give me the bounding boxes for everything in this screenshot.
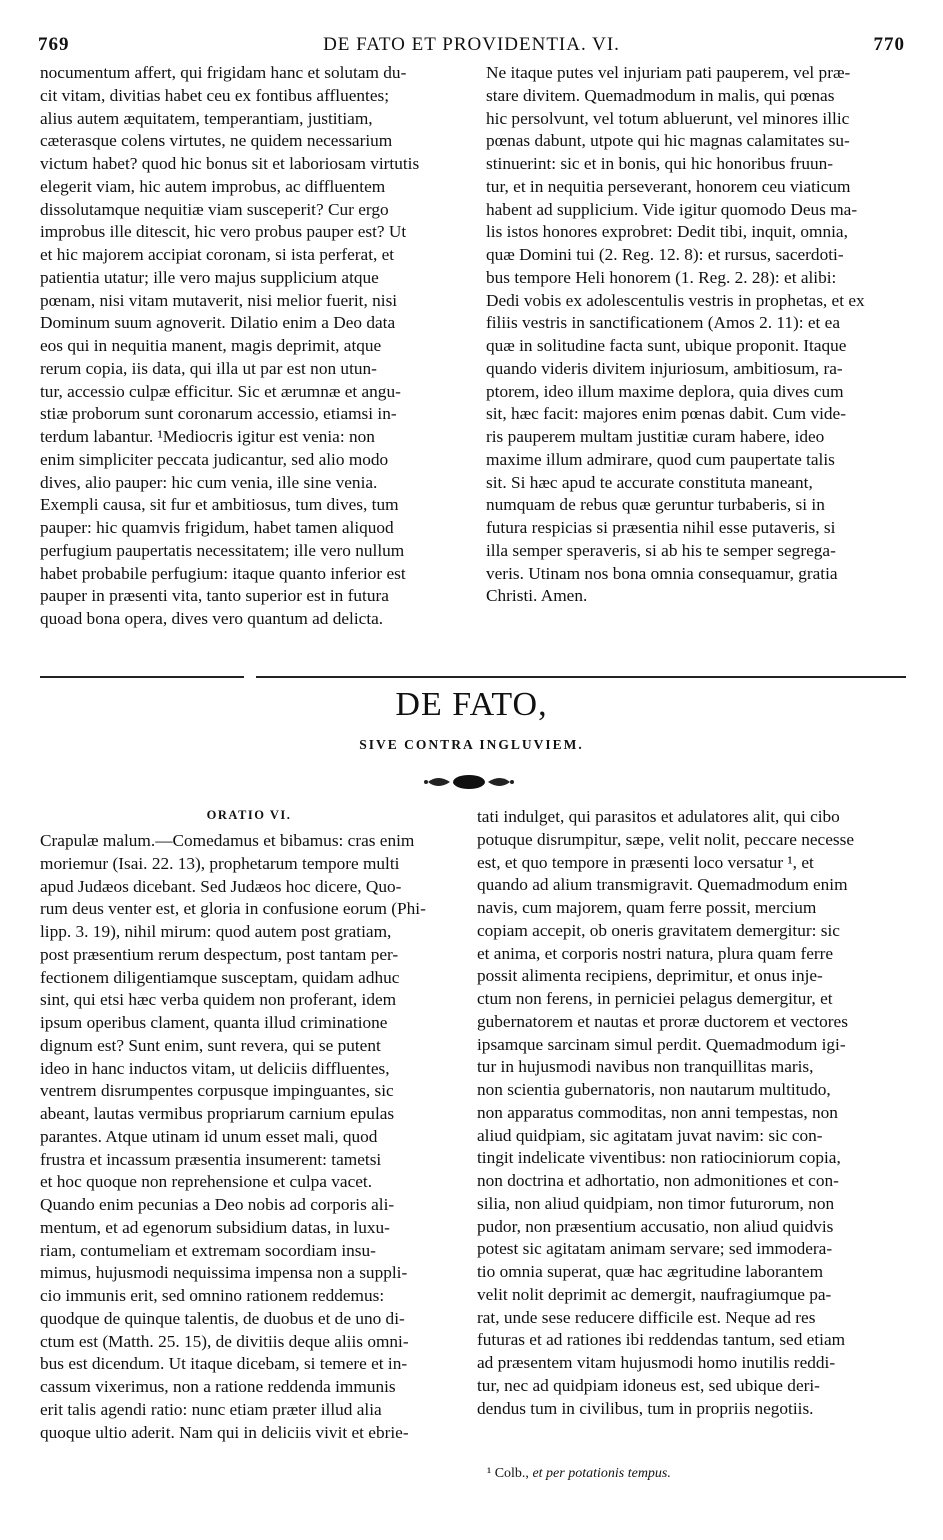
text-line: cio immunis erit, sed omnino rationem reddemus: — [40, 1286, 385, 1305]
text-line: ris pauperem multam justitiæ curam habere, ideo — [486, 427, 825, 446]
text-line: quæ in solitudine facta sunt, ubique proponit. Itaque — [486, 336, 847, 355]
text-line: rerum copia, iis data, qui illa ut par est non utun- — [40, 358, 377, 378]
text-line: quando videris divitem injuriosum, ambitiosum, ra- — [486, 358, 843, 378]
text-line: aliud quidpiam, sic agitatam juvat navim: sic con- — [477, 1125, 823, 1145]
text-line: ad præsentem vitam hujusmodi homo inutilis reddi- — [477, 1353, 836, 1372]
text-line: parantes. Atque utinam id unum esset mali, quod — [40, 1126, 378, 1146]
text-line: Dedi vobis ex adolescentulis vestris in prophetas, et ex — [486, 290, 865, 310]
text-line: pœnam, nisi vitam mutaverit, nisi melior fuerit, nisi — [40, 290, 398, 310]
column-top-left — [40, 62, 458, 631]
text-line: pœnas dabunt, utpote qui hic magnas calamitates su- — [486, 131, 850, 151]
text-line: rat, unde sese reducere difficile est. Neque ad res — [477, 1307, 816, 1327]
text-line: bus est dicendum. Ut itaque dicebam, si temere et in- — [40, 1354, 408, 1374]
text-line: patientia utatur; ille vero majus supplicium atque — [40, 267, 379, 287]
text-line: stiæ proborum sunt coronarum accessio, etiamsi in- — [40, 404, 397, 424]
text-line: tur, nec ad quidpiam idoneus est, sed ubique deri- — [477, 1375, 820, 1395]
text-line: non apparatus commoditas, non anni tempestas, non — [477, 1102, 838, 1122]
text-line: ideo in hanc inductos vitam, ut deliciis diffluentes, — [40, 1058, 390, 1078]
text-line: tingit indelicate viventibus: non ratiociniorum copia, — [477, 1148, 841, 1168]
text-line: quando ad alium transmigravit. Quemadmodum enim — [477, 875, 848, 895]
running-header — [0, 34, 943, 58]
text-line: stare divitem. Quemadmodum in malis, qui pœnas — [486, 85, 835, 105]
text-line: quæ Domini tui (2. Reg. 12. 8): et rursus, sacerdoti- — [486, 245, 844, 264]
footnote-mark: ¹ Colb., — [487, 1466, 529, 1481]
text-line: quoque ultio aderit. Nam qui in deliciis vivit et ebrie- — [40, 1422, 409, 1442]
text-line: potuque disrumpitur, sæpe, velit nolit, peccare necesse — [477, 829, 854, 849]
text-line: moriemur (Isai. 22. 13), prophetarum tempore multi — [40, 853, 400, 873]
text-line: frustra et incassum præsentia insumerent: tametsi — [40, 1149, 382, 1169]
text-line: quoad bona opera, dives vero quantum ad delicta. — [40, 609, 384, 628]
text-line: Quando enim pecunias a Deo nobis ad corporis ali- — [40, 1195, 395, 1214]
text-line: tur, accessio culpæ efficitur. Sic et ærumnæ et angu- — [40, 381, 401, 401]
text-line: non doctrina et adhortatio, non admonitiones et con- — [477, 1171, 839, 1190]
text-line: cit vitam, divitias habet ceu ex fontibus affluentes; — [40, 85, 390, 105]
text-line: riam, contumeliam et extremam socordiam insu- — [40, 1240, 376, 1260]
text-line: enim simpliciter peccata judicantur, sed alio modo — [40, 449, 389, 469]
text-line: rum deus venter est, et gloria in confusione eorum (Phi- — [40, 899, 426, 919]
text-line: sit. Si hæc apud te accurate constituta maneant, — [486, 472, 813, 492]
text-line: improbus ille ditescit, hic vero probus pauper est? Ut — [40, 222, 407, 242]
text-line: Exempli causa, sit fur et ambitiosus, tum dives, tum — [40, 495, 399, 515]
oratio-heading: ORATIO VI. — [206, 808, 292, 822]
text-line: elegerit viam, hic autem improbus, ac diffluentem — [40, 176, 386, 196]
text-line: dendus tum in civilibus, tum in propriis negotiis. — [477, 1398, 814, 1418]
text-line: stinuerint: sic et in bonis, qui hic honoribus fruun- — [486, 154, 834, 173]
text-line: fectionem diligentiamque susceptam, quidam adhuc — [40, 967, 400, 987]
text-line: pauper: hic quamvis frigidum, habet tamen aliquod — [40, 518, 394, 537]
text-line: gubernatorem et nautas et proræ ductorem et vectores — [477, 1011, 848, 1031]
text-line: ctum est (Matth. 25. 15), de divitiis deque aliis omni- — [40, 1331, 409, 1351]
text-line: sit, hæc facit: majores enim pœnas dabit. Cum vide- — [486, 404, 846, 424]
text-line: dissolutamque nequitiæ viam susceperit? Cur ergo — [40, 199, 389, 219]
footnote — [487, 1466, 671, 1482]
text-line: pudor, non præsentium accusatio, non aliud quidvis — [477, 1216, 834, 1236]
text-line: silia, non aliud quidpiam, non timor futurorum, non — [477, 1193, 835, 1213]
text-line: Dominum suum agnoverit. Dilatio enim a Deo data — [40, 313, 396, 333]
text-line: hic persolvunt, vel totum abluerunt, vel minores illic — [486, 108, 850, 128]
text-line: post præsentium rerum despectum, post tantam per- — [40, 944, 399, 964]
text-line: Ne itaque putes vel injuriam pati pauperem, vel præ- — [486, 63, 851, 82]
text-line: est, et quo tempore in præsenti loco versatur ¹, et — [477, 852, 814, 872]
text-line: illa semper speraveris, si ab his te semper segrega- — [486, 540, 836, 560]
text-line: mimus, hujusmodi nequissima impensa non a suppli- — [40, 1263, 408, 1283]
text-line: filiis vestris in sanctificationem (Amos 2. 11): et ea — [486, 313, 841, 333]
text-line: numquam de rebus quæ geruntur turbaberis, si in — [486, 495, 825, 515]
text-line: tio omnia superat, quæ hac ægritudine laborantem — [477, 1262, 824, 1281]
text-line: tur in hujusmodi navibus non tranquillitas maris, — [477, 1057, 814, 1077]
text-line: quodque de quinque talentis, de duobus et de uno di- — [40, 1308, 405, 1328]
text-line: apud Judæos dicebant. Sed Judæos hoc dicere, Quo- — [40, 876, 402, 896]
text-line: habet probabile perfugium: itaque quanto inferior est — [40, 563, 406, 583]
text-line: alius autem æquitatem, temperantiam, justitiam, — [40, 108, 373, 128]
text-line: velit nolit deprimit ac demergit, naufragiumque pa- — [477, 1284, 832, 1304]
section-title: DE FATO, — [395, 686, 548, 723]
section-rule-left — [40, 676, 244, 678]
column-bottom-left — [40, 830, 458, 1444]
text-line: tati indulget, qui parasitos et adulatores alit, qui cibo — [477, 807, 840, 826]
text-line: ipsum operibus clament, quanta illud criminatione — [40, 1013, 388, 1032]
section-subtitle: SIVE CONTRA INGLUVIEM. — [359, 737, 584, 752]
section-rule-right — [256, 676, 906, 678]
text-line: habent ad supplicium. Vide igitur quomodo Deus ma- — [486, 199, 858, 219]
text-line: Christi. Amen. — [486, 586, 588, 606]
text-line: non scientia gubernatoris, non nautarum multitudo, — [477, 1080, 831, 1099]
text-line: possit alimenta recipiens, deprimitur, et onus inje- — [477, 966, 823, 986]
text-line: lis istos honores exprobret: Dedit tibi, inquit, omnia, — [486, 222, 848, 242]
text-line: futura respicias si præsentia nihil esse putaveris, si — [486, 518, 836, 537]
text-line: maxime illum admirare, quod cum paupertate talis — [486, 449, 835, 469]
text-line: perfugium paupertatis necessitatem; ille vero nullum — [40, 540, 405, 560]
page-number-left: 769 — [38, 34, 70, 55]
text-line: cassum vixerimus, non a ratione reddenda immunis — [40, 1377, 396, 1396]
text-line: ventrem disrumpentes corpusque impinguantes, sic — [40, 1081, 394, 1101]
text-line: sint, qui etsi hæc verba quidem non proferant, idem — [40, 990, 397, 1010]
footnote-text: et per potationis tempus. — [532, 1466, 671, 1481]
text-line: victum habet? quod hic bonus sit et laboriosam virtutis — [40, 154, 420, 173]
text-line: ipsamque sarcinam simul perdit. Quemadmodum igi- — [477, 1034, 846, 1054]
text-line: futuras et ad rationes ibi reddendas tantum, sed etiam — [477, 1330, 846, 1350]
running-title: DE FATO ET PROVIDENTIA. VI. — [323, 34, 620, 55]
text-line: copiam accepit, ob oneris gravitatem demergitur: sic — [477, 920, 840, 940]
text-line: erit talis agendi ratio: nunc etiam præter illud alia — [40, 1399, 382, 1419]
text-line: eos qui in nequitia manent, magis deprimit, atque — [40, 336, 382, 355]
text-line: potest sic agitatam animam servare; sed immodera- — [477, 1239, 833, 1259]
text-line: tur, et in nequitia perseverant, honorem ceu viaticum — [486, 176, 851, 196]
text-line: ctum non ferens, in perniciei pelagus demergitur, et — [477, 989, 833, 1008]
ornament-icon — [424, 772, 514, 792]
text-line: veris. Utinam nos bona omnia consequamur, gratia — [486, 563, 838, 583]
text-line: bus tempore Heli honorem (1. Reg. 2. 28): et alibi: — [486, 267, 837, 287]
text-line: abeant, lautas vermibus propriarum carnium epulas — [40, 1104, 395, 1123]
text-line: dignum est? Sunt enim, sunt revera, qui se putent — [40, 1035, 381, 1055]
text-line: dives, alio pauper: hic cum venia, ille sine venia. — [40, 472, 378, 492]
text-line: navis, cum majorem, quam ferre possit, mercium — [477, 898, 817, 917]
text-line: terdum labantur. ¹Mediocris igitur est venia: non — [40, 427, 375, 446]
text-line: lipp. 3. 19), nihil mirum: quod autem post gratiam, — [40, 922, 392, 941]
column-top-right — [486, 62, 906, 608]
text-line: cæterasque colens virtutes, ne quidem necessarium — [40, 131, 393, 151]
text-line: nocumentum affert, qui frigidam hanc et solutam du- — [40, 63, 407, 82]
text-line: ptorem, ideo illum maxime deplora, quia dives cum — [486, 381, 844, 401]
text-line: et hoc quoque non reprehensione et culpa vacet. — [40, 1172, 373, 1192]
text-line: et hic majorem accipiat coronam, si ista perferat, et — [40, 245, 395, 264]
text-line: Crapulæ malum.—Comedamus et bibamus: cras enim — [40, 831, 415, 850]
column-bottom-right — [477, 806, 907, 1420]
text-line: mentum, et ad egenorum subsidium datas, in luxu- — [40, 1217, 390, 1237]
text-line: pauper in præsenti vita, tanto superior est in futura — [40, 586, 389, 606]
page-number-right: 770 — [873, 34, 905, 55]
text-line: et anima, et corporis nostri natura, plura quam ferre — [477, 943, 834, 963]
